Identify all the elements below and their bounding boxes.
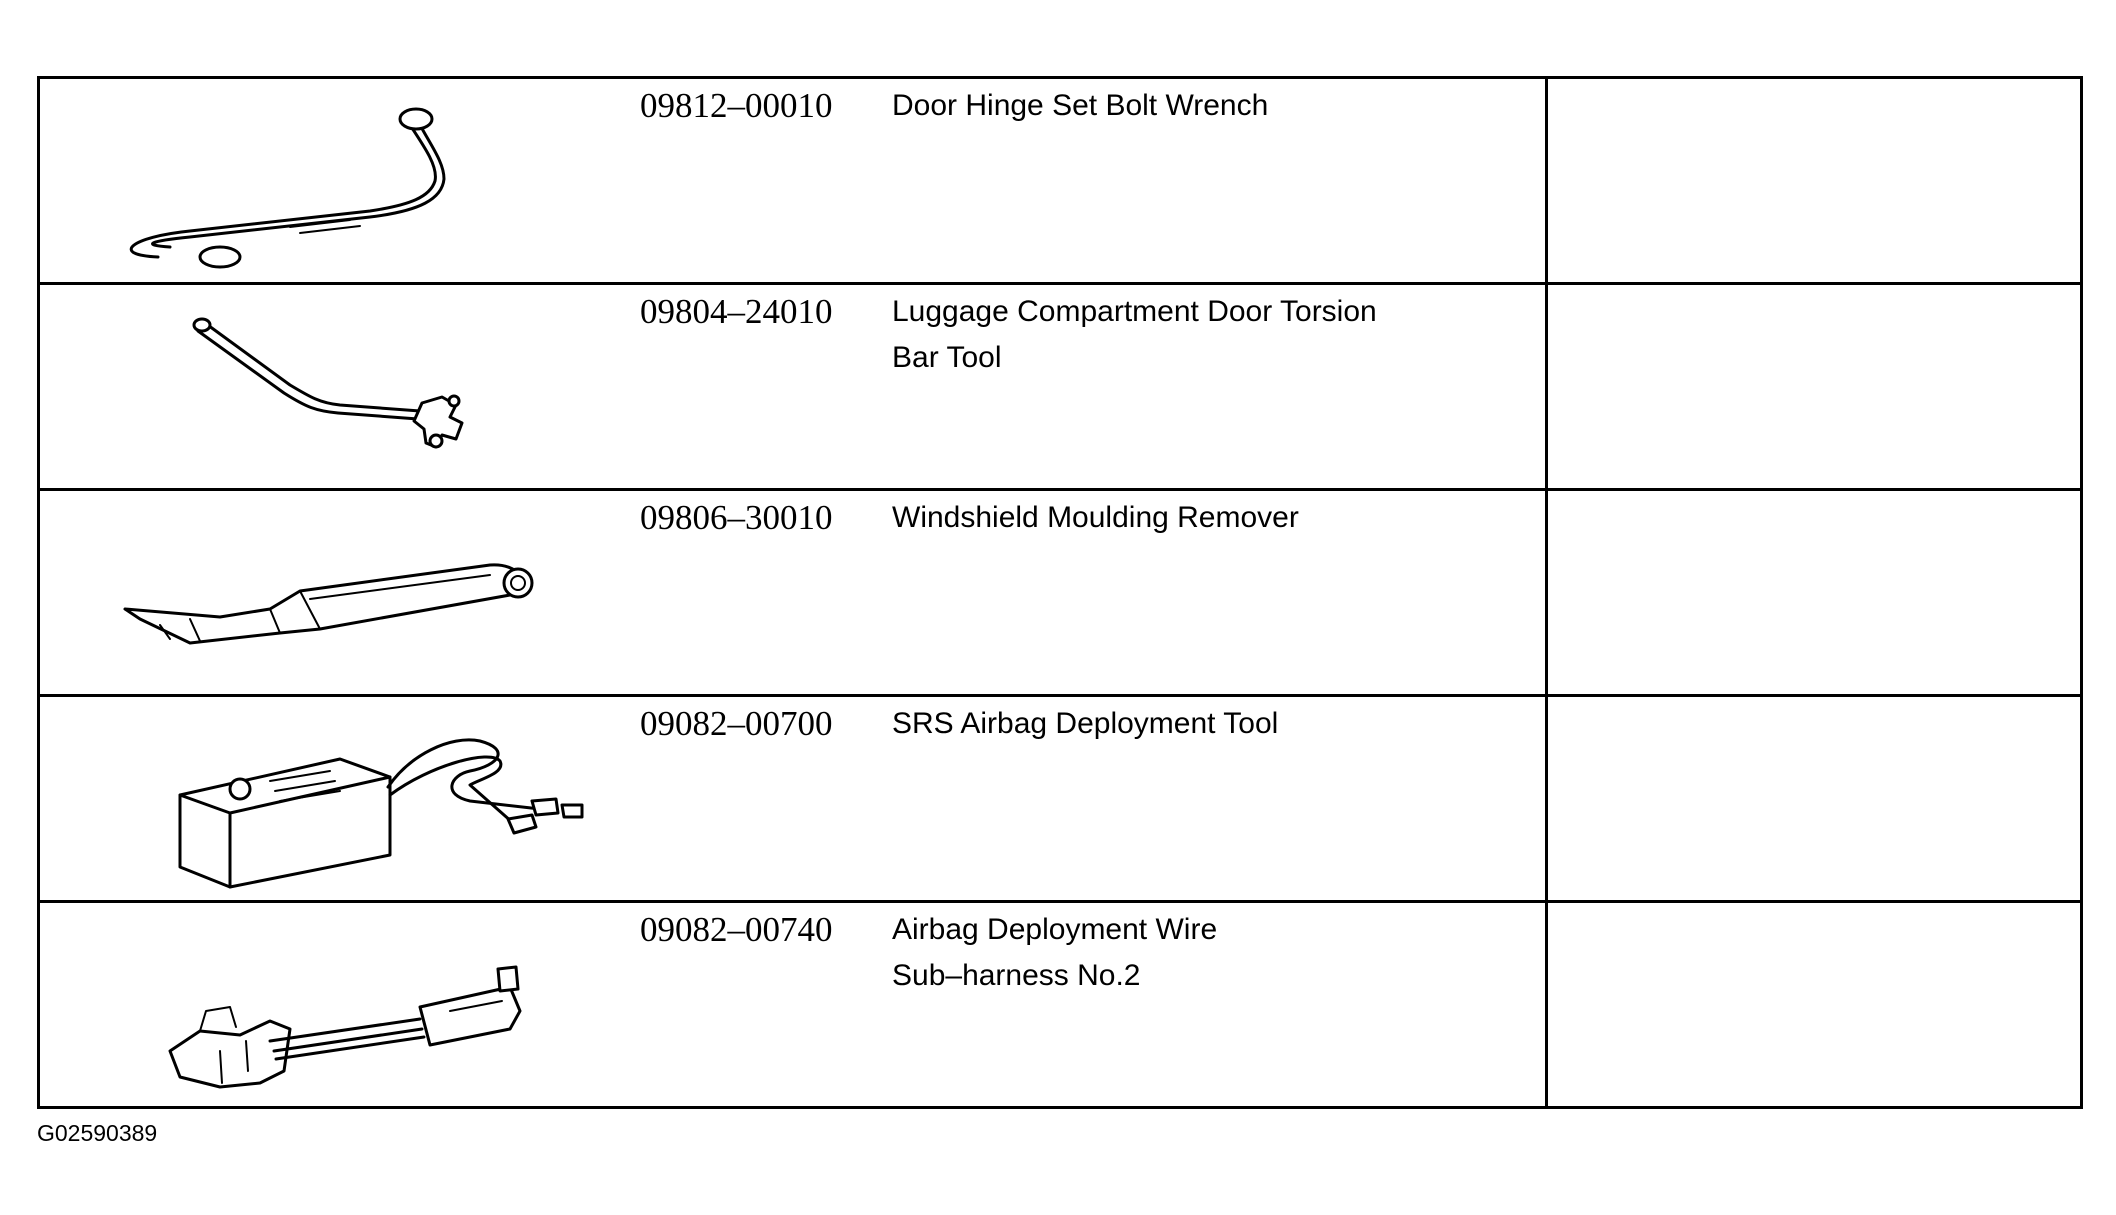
tool-row — [39, 490, 2082, 696]
tool-row — [39, 902, 2082, 1108]
moulding-remover-icon — [70, 499, 610, 689]
door-hinge-wrench-icon — [70, 87, 610, 277]
tool-name-line: Windshield Moulding Remover — [892, 501, 1299, 534]
tool-cell — [39, 696, 1547, 902]
tool-row — [39, 696, 2082, 902]
tool-name-line: Sub–harness No.2 — [892, 959, 1141, 992]
tool-name — [892, 701, 1492, 747]
tool-name-line: Airbag Deployment Wire — [892, 913, 1218, 946]
notes-cell — [1547, 902, 2082, 1108]
torsion-bar-tool-icon — [70, 293, 610, 483]
tool-name — [892, 83, 1492, 129]
notes-cell — [1547, 78, 2082, 284]
tool-row — [39, 78, 2082, 284]
tool-name — [892, 495, 1492, 541]
part-number: 09806–30010 — [640, 498, 833, 537]
tool-cell — [39, 284, 1547, 490]
tool-row — [39, 284, 2082, 490]
tool-cell — [39, 78, 1547, 284]
tool-cell — [39, 902, 1547, 1108]
special-service-tools-table — [37, 76, 2083, 1109]
notes-cell — [1547, 490, 2082, 696]
tool-cell — [39, 490, 1547, 696]
part-number: 09082–00740 — [640, 910, 833, 949]
part-number: 09804–24010 — [640, 292, 833, 331]
tool-name — [892, 907, 1492, 999]
part-number: 09082–00700 — [640, 704, 833, 743]
notes-cell — [1547, 284, 2082, 490]
tool-name-line: SRS Airbag Deployment Tool — [892, 707, 1279, 740]
tool-name-line: Door Hinge Set Bolt Wrench — [892, 89, 1269, 122]
part-number: 09812–00010 — [640, 86, 833, 125]
airbag-deployment-tool-icon — [70, 705, 610, 895]
notes-cell — [1547, 696, 2082, 902]
tool-name — [892, 289, 1492, 381]
tool-name-line: Bar Tool — [892, 341, 1002, 374]
figure-code: G02590389 — [37, 1120, 158, 1146]
tool-name-line: Luggage Compartment Door Torsion — [892, 295, 1377, 328]
deployment-wire-harness-icon — [70, 911, 610, 1101]
